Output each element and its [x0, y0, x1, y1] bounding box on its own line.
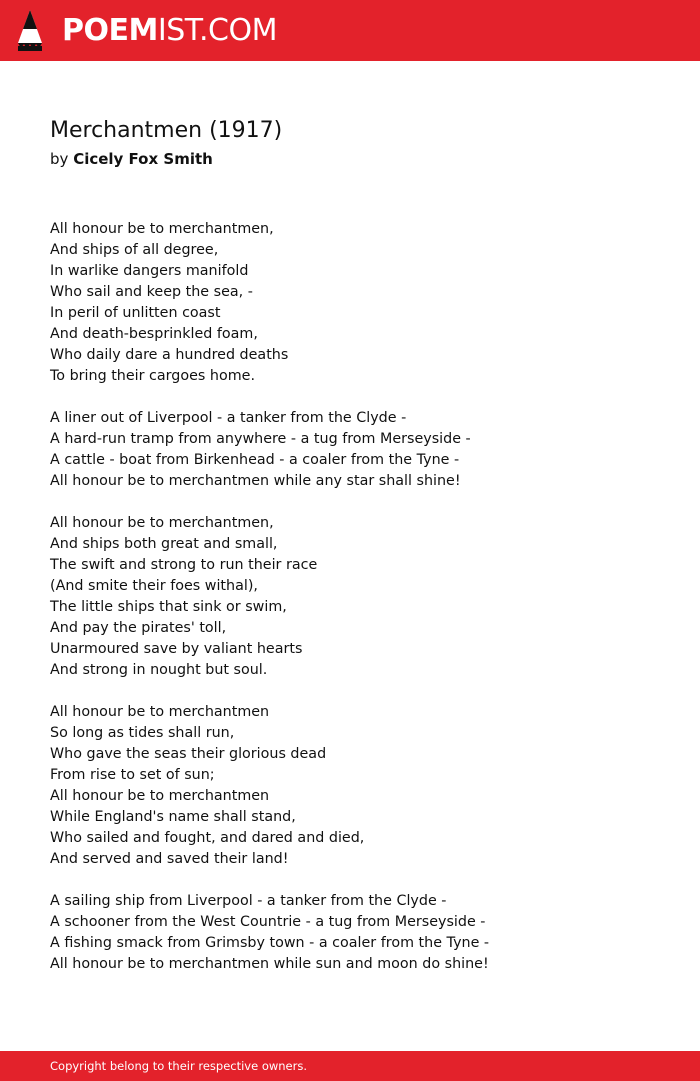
poem-line: And death-besprinkled foam,: [50, 326, 258, 342]
poem-title: Merchantmen (1917): [50, 118, 283, 143]
poem-line: A hard-run tramp from anywhere - a tug from Merseyside -: [50, 431, 471, 447]
poem-line: A schooner from the West Countrie - a tug from Merseyside -: [50, 914, 486, 930]
site-logo[interactable]: [62, 12, 277, 50]
poem-stanza: [50, 408, 660, 492]
poem-line: The little ships that sink or swim,: [50, 599, 287, 615]
pencil-tip-icon: [18, 10, 42, 51]
logo-light-text: IST.COM: [157, 13, 277, 48]
copyright-notice: Copyright belong to their respective owners.: [50, 1059, 308, 1073]
author-name: Cicely Fox Smith: [73, 150, 213, 168]
poem-line: (And smite their foes withal),: [50, 578, 258, 594]
poem-line: A sailing ship from Liverpool - a tanker from the Clyde -: [50, 893, 447, 909]
poem-line: And pay the pirates' toll,: [50, 620, 227, 636]
poem-line: And ships both great and small,: [50, 536, 278, 552]
poem-line: All honour be to merchantmen while any star shall shine!: [50, 473, 461, 489]
poem-line: Who daily dare a hundred deaths: [50, 347, 289, 363]
poem-line: And ships of all degree,: [50, 242, 219, 258]
site-footer: [0, 1051, 700, 1081]
poem-line: All honour be to merchantmen,: [50, 515, 274, 531]
poem-line: A cattle - boat from Birkenhead - a coaler from the Tyne -: [50, 452, 460, 468]
logo-bold-text: POEM: [62, 13, 158, 48]
poem-line: All honour be to merchantmen while sun and moon do shine!: [50, 956, 489, 972]
poem-line: From rise to set of sun;: [50, 767, 215, 783]
poem-line: The swift and strong to run their race: [50, 557, 318, 573]
poem-body: [50, 219, 660, 996]
poem-line: In warlike dangers manifold: [50, 263, 249, 279]
poem-line: Who sail and keep the sea, -: [50, 284, 253, 300]
poem-stanza: [50, 513, 660, 681]
poem-line: Who sailed and fought, and dared and died,: [50, 830, 365, 846]
poem-line: And served and saved their land!: [50, 851, 289, 867]
poem-line: In peril of unlitten coast: [50, 305, 221, 321]
poem-line: And strong in nought but soul.: [50, 662, 268, 678]
poem-line: All honour be to merchantmen: [50, 704, 270, 720]
poem-line: So long as tides shall run,: [50, 725, 235, 741]
poem-line: All honour be to merchantmen: [50, 788, 270, 804]
poem-stanza: [50, 891, 660, 975]
poem-line: To bring their cargoes home.: [50, 368, 255, 384]
poem-line: A liner out of Liverpool - a tanker from the Clyde -: [50, 410, 407, 426]
by-prefix: by: [50, 150, 69, 168]
poem-line: Who gave the seas their glorious dead: [50, 746, 327, 762]
poem-line: Unarmoured save by valiant hearts: [50, 641, 303, 657]
poem-line: A fishing smack from Grimsby town - a coaler from the Tyne -: [50, 935, 490, 951]
poem-line: All honour be to merchantmen,: [50, 221, 274, 237]
poem-line: While England's name shall stand,: [50, 809, 296, 825]
poem-stanza: [50, 702, 660, 870]
site-header: [0, 0, 700, 61]
poem-stanza: [50, 219, 660, 387]
byline: [50, 148, 213, 170]
